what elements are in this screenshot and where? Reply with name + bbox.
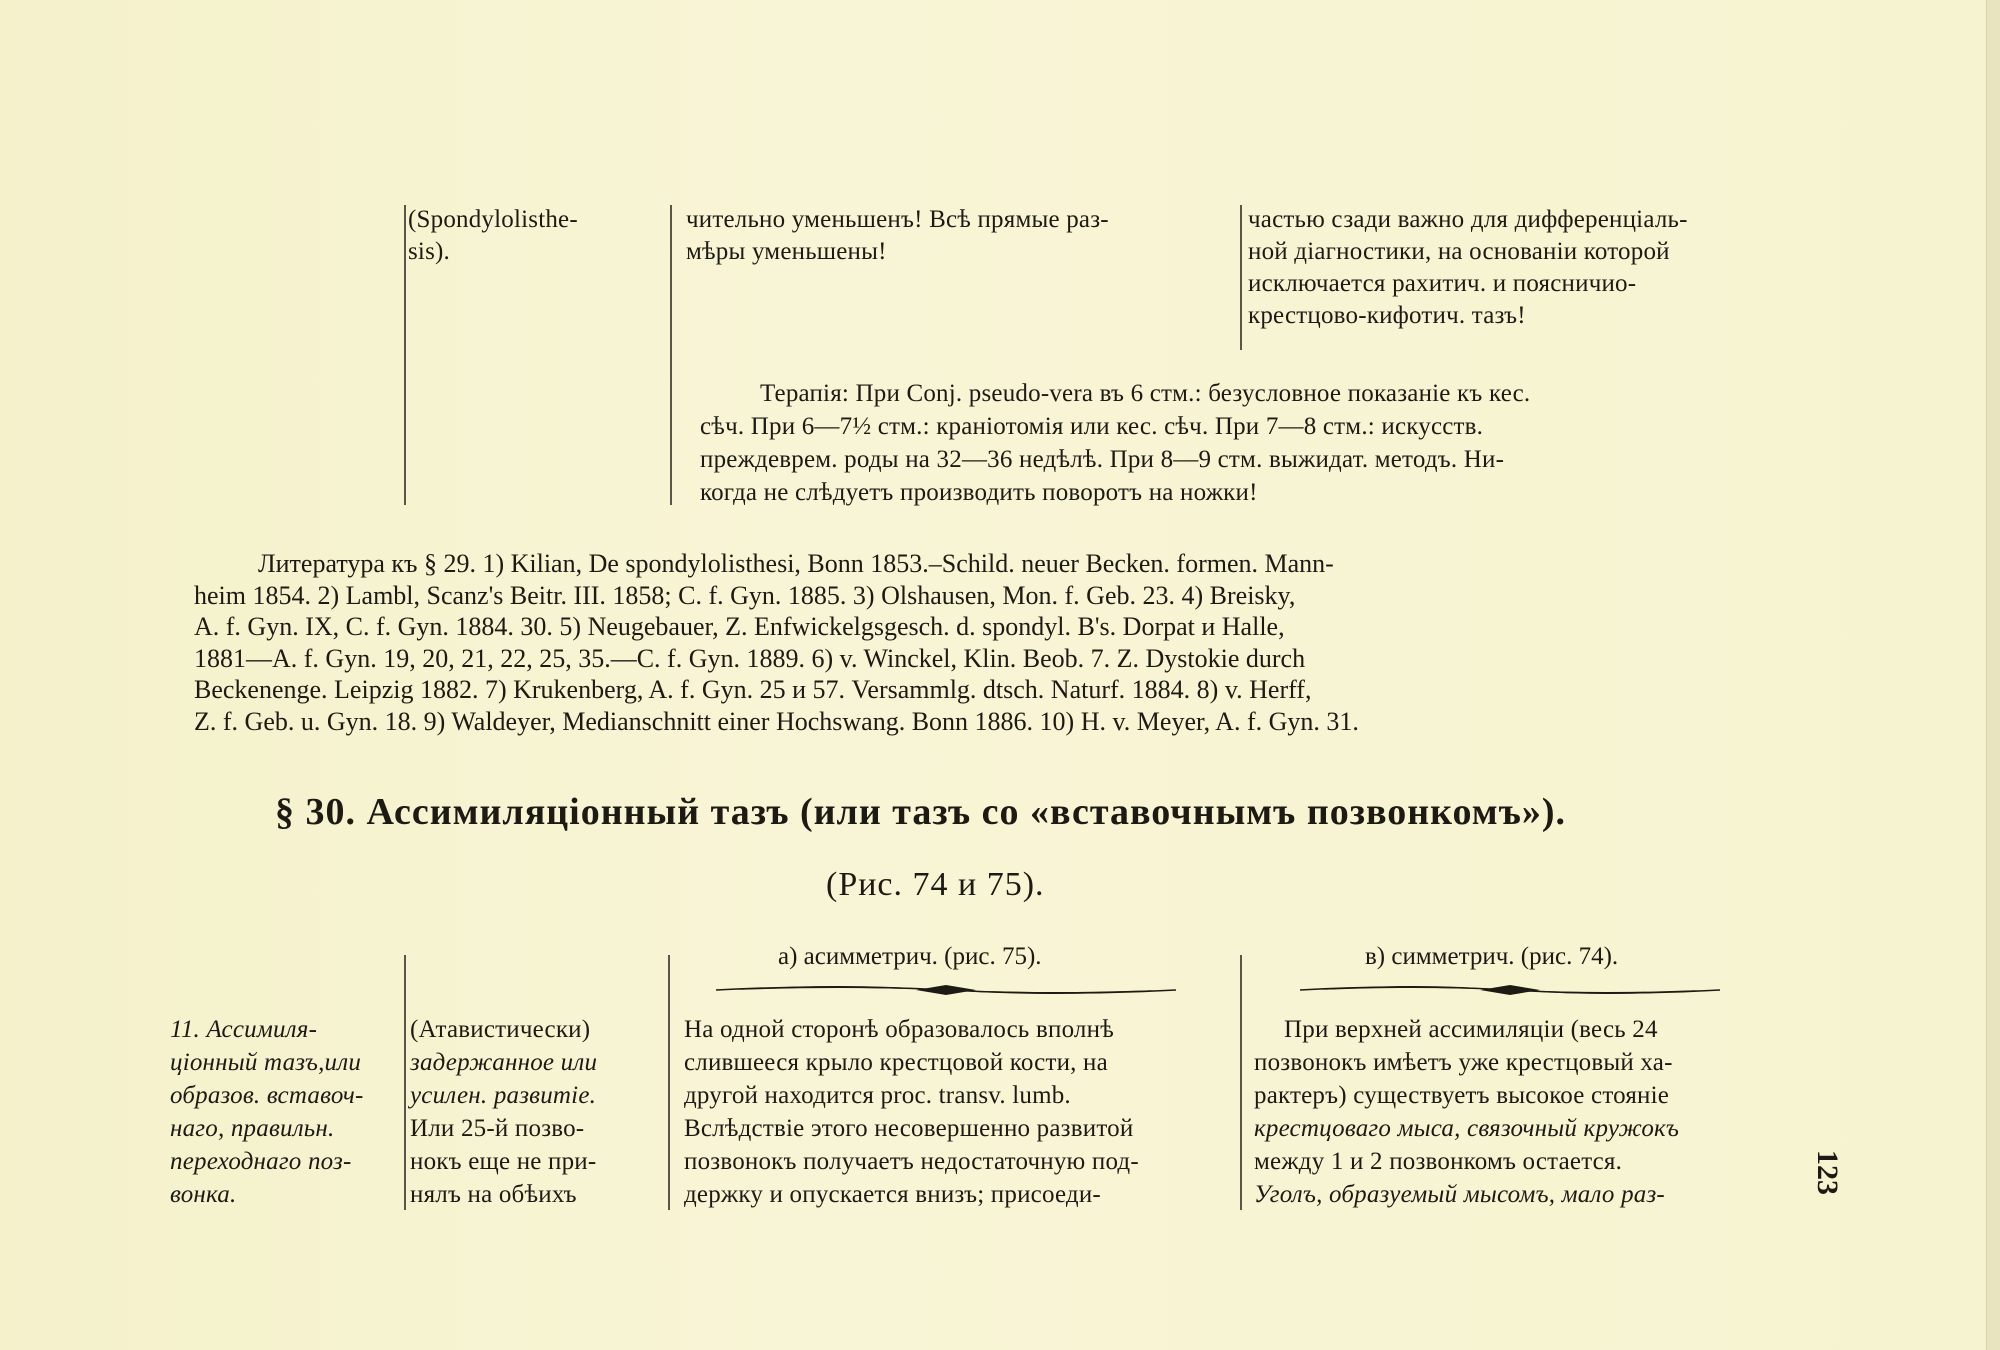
text-line: ной діагностики, на основаніи которой <box>1248 238 1670 265</box>
text-line: слившееся крыло крестцовой кости, на <box>684 1049 1108 1076</box>
text-line: между 1 и 2 позвонкомъ остается. <box>1254 1148 1623 1175</box>
text-line: другой находится proc. transv. lumb. <box>684 1082 1071 1109</box>
column-rule <box>668 955 670 1210</box>
text-line: 1881—A. f. Gyn. 19, 20, 21, 22, 25, 35.—C. f. Gyn. 1889. 6) v. Winckel, Klin. Beob. 7. Z. Dystokie durch <box>194 643 1306 673</box>
page-number-text: 123 <box>1811 1150 1844 1195</box>
text-line: Beckenenge. Leipzig 1882. 7) Krukenberg, A. f. Gyn. 25 и 57. Versammlg. dtsch. Naturf. 1884. 8) v. Herff, <box>194 675 1312 704</box>
text-line: наго, правильн. <box>170 1115 335 1142</box>
text-line: heim 1854. 2) Lambl, Scanz's Beitr. III. 1858; C. f. Gyn. 1885. 3) Olshausen, Mon. f. Geb. 23. 4) Breisky, <box>194 580 1296 610</box>
text-line: крестцово-кифотич. тазъ! <box>1248 302 1526 329</box>
text-line: Литература къ § 29. 1) Kilian, De spondylolisthesi, Bonn 1853.–Schild. neuer Becken. formen. Mann- <box>258 549 1334 578</box>
text-line: нокъ еще не при- <box>410 1148 597 1175</box>
text-line: задержанное или <box>410 1049 598 1076</box>
text-line: крестцоваго мыса, связочный кружокъ <box>1254 1115 1680 1142</box>
bottom-col2 <box>410 1013 597 1211</box>
text-line: Или 25-й позво- <box>410 1115 585 1142</box>
text-line: Уголъ, образуемый мысомъ, мало раз- <box>1254 1181 1665 1208</box>
bottom-col1 <box>170 1013 364 1211</box>
text-line: образов. вставоч- <box>170 1082 364 1109</box>
text-line: позвонокъ имѣетъ уже крестцовый ха- <box>1254 1049 1673 1076</box>
column-rule <box>404 205 406 505</box>
literature-block <box>194 548 1359 737</box>
bottom-col3 <box>684 1013 1139 1211</box>
text-line: преждеврем. роды на 32—36 недѣлѣ. При 8—9 стм. выжидат. методъ. Ни- <box>700 446 1505 473</box>
text-line: усилен. развитіе. <box>410 1082 597 1109</box>
text-line: Вслѣдствіе этого несовершенно развитой <box>684 1115 1134 1142</box>
text-line: рактеръ) существуетъ высокое стояніе <box>1254 1082 1670 1109</box>
text-line: Z. f. Geb. u. Gyn. 18. 9) Waldeyer, Medianschnitt einer Hochswang. Bonn 1886. 10) H. v. Meyer, A. f. Gyn. 31. <box>194 706 1359 736</box>
text-line: Терапія: При Conj. pseudo-vera въ 6 стм.: безусловное показаніе къ кес. <box>760 380 1531 407</box>
text-line: держку и опускается внизъ; присоеди- <box>684 1181 1101 1208</box>
page-number <box>1808 1150 1848 1230</box>
text-line: позвонокъ получаетъ недостаточную под- <box>684 1148 1139 1175</box>
text-line: A. f. Gyn. IX, C. f. Gyn. 1884. 30. 5) Neugebauer, Z. Enfwickelgsgesch. d. spondyl. B's. Dorpat и Halle, <box>194 612 1285 641</box>
top-col1 <box>408 204 578 268</box>
text-line: частью сзади важно для дифференціаль- <box>1248 206 1688 233</box>
ornament-divider <box>716 982 1176 996</box>
top-col2 <box>686 204 1109 268</box>
text-line: когда не слѣдуетъ производить поворотъ на ножки! <box>700 479 1258 506</box>
text-line: сѣч. При 6—7½ стм.: краніотомія или кес. сѣч. При 7—8 стм.: искусств. <box>700 413 1484 440</box>
text-line: (Spondylolisthe- <box>408 206 578 233</box>
text-line: исключается рахитич. и поясничио- <box>1248 270 1637 297</box>
text-line: вонка. <box>170 1181 237 1208</box>
bottom-col4 <box>1254 1013 1679 1211</box>
text-line: На одной сторонѣ образовалось вполнѣ <box>684 1016 1114 1043</box>
column-rule <box>404 955 406 1210</box>
ornament-divider <box>1300 982 1720 996</box>
column-rule <box>670 205 672 505</box>
section-heading: § 30. Ассимиляціонный тазъ (или тазъ со «вставочнымъ позвонкомъ»). <box>275 791 1566 833</box>
page-edge <box>1986 0 2000 1350</box>
text-line: мѣры уменьшены! <box>686 238 887 265</box>
text-line: При верхней ассимиляціи (весь 24 <box>1284 1016 1658 1043</box>
text-line: sis). <box>408 238 450 265</box>
text-line: (Атавистически) <box>410 1016 591 1043</box>
column-rule <box>1240 205 1242 350</box>
column-header-symmetric: в) симметрич. (рис. 74). <box>1365 943 1619 970</box>
column-header-asymmetric: а) асимметрич. (рис. 75). <box>778 943 1042 970</box>
text-line: переходнаго поз- <box>170 1148 352 1175</box>
therapy-paragraph <box>700 377 1530 509</box>
top-col3 <box>1248 204 1688 332</box>
text-line: 11. Ассимиля- <box>170 1016 318 1043</box>
text-line: ціонный тазъ,или <box>170 1049 362 1076</box>
text-line: чительно уменьшенъ! Всѣ прямые раз- <box>686 206 1109 233</box>
text-line: нялъ на обѣихъ <box>410 1181 577 1208</box>
figure-reference: (Рис. 74 и 75). <box>826 866 1045 903</box>
column-rule <box>1240 955 1242 1210</box>
